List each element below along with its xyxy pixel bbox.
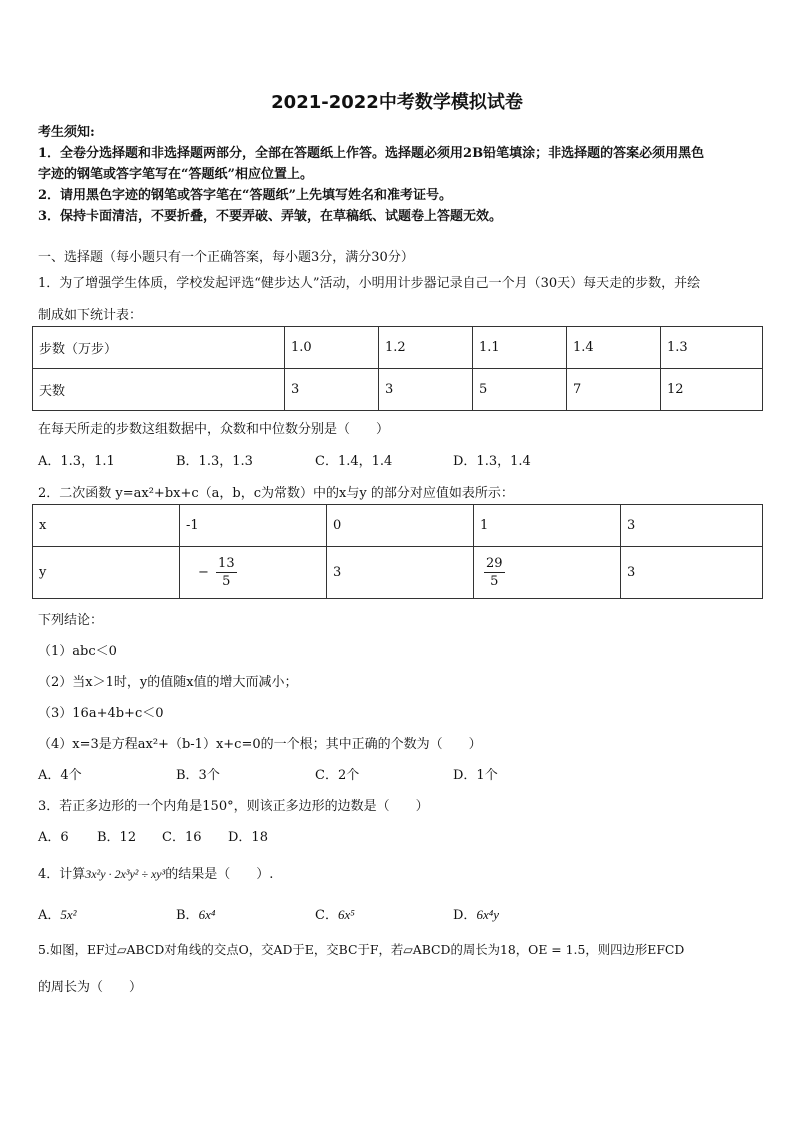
table-cell: 0 <box>327 505 474 547</box>
q2-conclusion-3: （3）16a+4b+c＜0 <box>38 706 164 721</box>
q3-option-c: C．16 <box>162 830 202 845</box>
fraction-numerator: 29 <box>486 556 503 571</box>
notice-line-2: 2．请用黑色字迹的钢笔或答字笔在“答题纸”上先填写姓名和准考证号。 <box>38 188 453 203</box>
q1-table-row-steps <box>33 327 763 369</box>
table-cell: 1.2 <box>379 327 473 369</box>
table-cell: 3 <box>379 369 473 411</box>
q2-table-row-y <box>33 547 763 599</box>
table-cell: 1.3 <box>661 327 763 369</box>
q2-conclusion-4: （4）x=3是方程ax²+（b-1）x+c=0的一个根；其中正确的个数为（ ） <box>38 737 482 752</box>
q2-conclusion-1: （1）abc＜0 <box>38 644 117 659</box>
notice-heading: 考生须知: <box>38 125 95 140</box>
option-label: C． <box>315 908 338 923</box>
q4-option-c <box>315 904 355 923</box>
q3-option-d: D．18 <box>228 830 268 845</box>
table-cell: 3 <box>285 369 379 411</box>
option-expression: 5x² <box>60 907 77 922</box>
table-cell: 12 <box>661 369 763 411</box>
q4-stem-post: 的结果是（ ）. <box>165 867 274 882</box>
q1-table-row-days <box>33 369 763 411</box>
q4-option-b <box>176 904 215 923</box>
table-cell: 1.0 <box>285 327 379 369</box>
table-cell-fraction <box>474 547 621 599</box>
option-label: D． <box>453 908 477 923</box>
q2-table-row-x <box>33 505 763 547</box>
q1-option-b: B．1.3，1.3 <box>176 454 253 469</box>
table-cell-fraction <box>180 547 327 599</box>
fraction-denominator: 5 <box>222 574 231 589</box>
q4-stem <box>38 863 273 882</box>
q2-conclusions-heading: 下列结论： <box>38 613 104 628</box>
page-title: 2021-2022中考数学模拟试卷 <box>271 92 523 113</box>
q4-expression: 3x²y · 2x³y² ÷ xy³ <box>85 867 166 881</box>
table-cell: 1.1 <box>473 327 567 369</box>
q1-question: 在每天所走的步数这组数据中，众数和中位数分别是（ ） <box>38 422 390 437</box>
fraction <box>216 557 237 588</box>
table-cell: 1 <box>474 505 621 547</box>
q5-stem-2: 的周长为（ ） <box>38 980 143 995</box>
q1-option-a: A．1.3，1.1 <box>38 454 115 469</box>
table-cell: 3 <box>621 547 763 599</box>
table-cell: 3 <box>327 547 474 599</box>
fraction <box>484 557 505 588</box>
q3-option-a: A．6 <box>38 830 69 845</box>
q1-stem-1: 1．为了增强学生体质，学校发起评选“健步达人”活动，小明用计步器记录自己一个月（30天）每天走的步数，并绘 <box>38 276 701 291</box>
q2-option-b: B．3个 <box>176 768 220 783</box>
fraction-denominator: 5 <box>490 574 499 589</box>
q2-table <box>32 504 763 599</box>
q2-option-a: A．4个 <box>38 768 82 783</box>
q5-stem-1: 5.如图，EF过▱ABCD对角线的交点O，交AD于E，交BC于F，若▱ABCD的周长为18，OE = 1.5，则四边形EFCD <box>38 942 685 957</box>
option-expression: 6x⁵ <box>337 907 355 922</box>
table-cell: y <box>33 547 180 599</box>
q1-option-c: C．1.4，1.4 <box>315 454 393 469</box>
section-heading: 一、选择题（每小题只有一个正确答案，每小题3分，满分30分） <box>38 250 414 265</box>
notice-line-1: 1．全卷分选择题和非选择题两部分，全部在答题纸上作答。选择题必须用2B铅笔填涂；非选择题的答案必须用黑色 <box>38 146 705 161</box>
option-label: B． <box>176 908 199 923</box>
q4-option-a <box>38 904 77 923</box>
notice-line-3: 3．保持卡面清洁，不要折叠，不要弄破、弄皱，在草稿纸、试题卷上答题无效。 <box>38 209 503 224</box>
table-cell: 3 <box>621 505 763 547</box>
table-cell: -1 <box>180 505 327 547</box>
q2-option-d: D．1个 <box>453 768 498 783</box>
table-cell: 1.4 <box>567 327 661 369</box>
q1-table <box>32 326 763 411</box>
q4-stem-pre: 4．计算 <box>38 867 86 882</box>
q2-option-c: C．2个 <box>315 768 360 783</box>
q2-stem: 2．二次函数 y=ax²+bx+c（a，b，c为常数）中的x与y 的部分对应值如表所示： <box>38 486 514 501</box>
option-label: A． <box>38 908 61 923</box>
table-cell: 5 <box>473 369 567 411</box>
q3-stem: 3．若正多边形的一个内角是150°，则该正多边形的边数是（ ） <box>38 799 429 814</box>
fraction-numerator: 13 <box>218 556 235 571</box>
q2-conclusion-2: （2）当x＞1时，y的值随x值的增大而减小； <box>38 675 298 690</box>
option-expression: 6x⁴ <box>198 907 216 922</box>
q1-stem-2: 制成如下统计表： <box>38 308 143 323</box>
table-cell: x <box>33 505 180 547</box>
q4-option-d <box>453 904 499 923</box>
table-cell: 步数（万步） <box>33 327 285 369</box>
q1-option-d: D．1.3，1.4 <box>453 454 531 469</box>
minus-sign: − <box>198 565 209 580</box>
q3-option-b: B．12 <box>97 830 137 845</box>
table-cell: 7 <box>567 369 661 411</box>
table-cell: 天数 <box>33 369 285 411</box>
option-expression: 6x⁴y <box>476 907 499 922</box>
notice-line-1b: 字迹的钢笔或答字笔写在“答题纸”相应位置上。 <box>38 167 313 182</box>
